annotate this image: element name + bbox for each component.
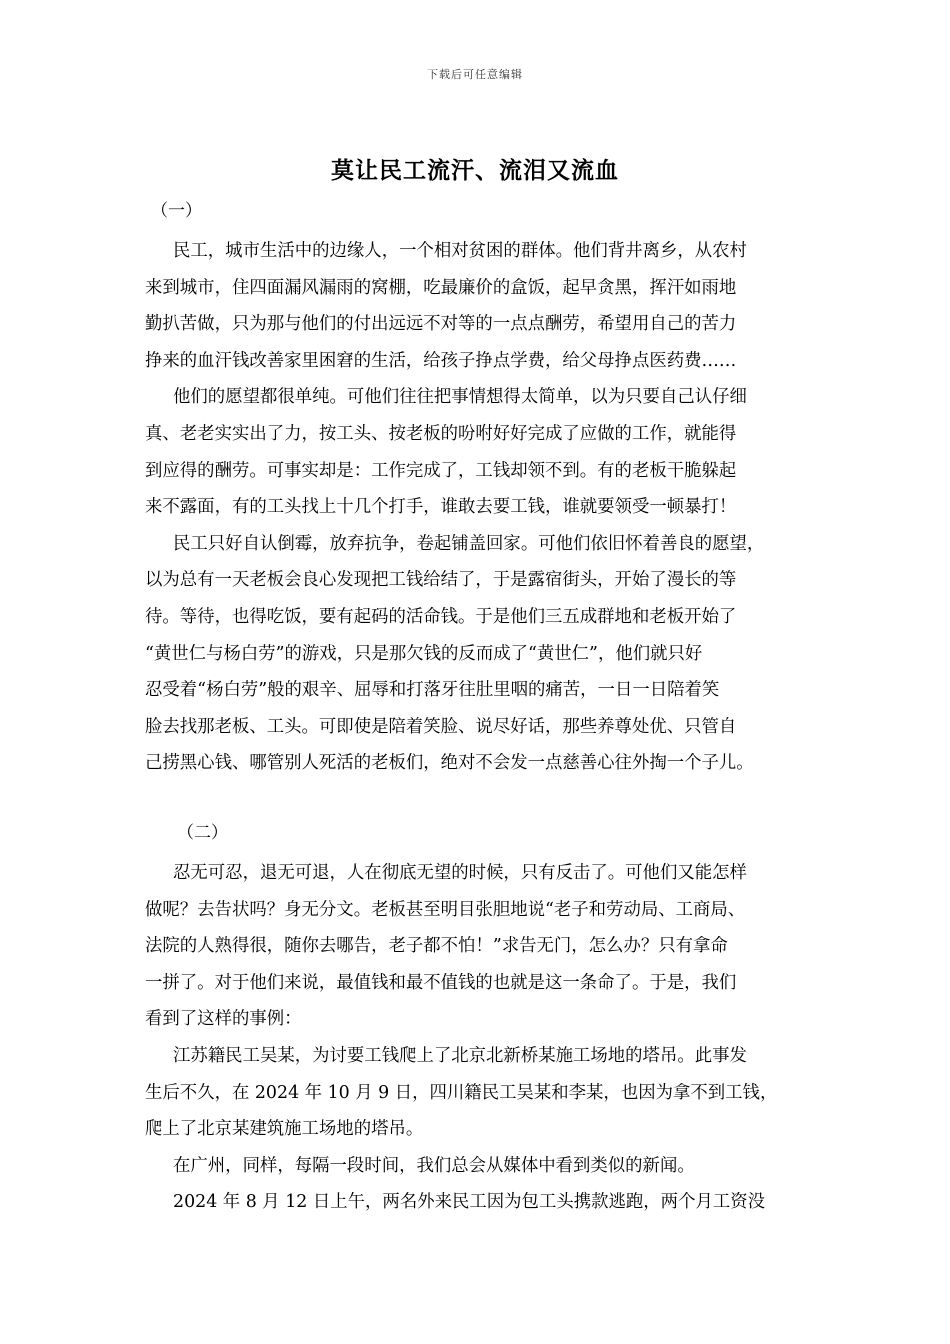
paragraph-line: 到应得的酬劳。可事实却是：工作完成了，工钱却领不到。有的老板干脆躲起: [145, 460, 737, 481]
paragraph-line: 来不露面，有的工头找上十几个打手，谁敢去要工钱，谁就要领受一顿暴打！: [145, 497, 737, 518]
section-one-label: （一）: [151, 201, 202, 221]
document-title: 莫让民工流汗、流泪又流血: [331, 157, 619, 184]
paragraph-line: “黄世仁与杨白劳”的游戏，只是那欠钱的反而成了“黄世仁”，他们就只好: [145, 643, 703, 664]
header-note: 下载后可任意编辑: [427, 68, 523, 81]
paragraph-line: 以为总有一天老板会良心发现把工钱给结了，于是露宿街头，开始了漫长的等: [145, 570, 737, 591]
paragraph-line: 爬上了北京某建筑施工场地的塔吊。: [145, 1119, 424, 1140]
paragraph-line: 脸去找那老板、工头。可即使是陪着笑脸、说尽好话，那些养尊处优、只管自: [145, 716, 737, 737]
paragraph-line: 民工，城市生活中的边缘人，一个相对贫困的群体。他们背井离乡，从农村: [173, 241, 747, 261]
paragraph-line: 一拼了。对于他们来说，最值钱和最不值钱的也就是这一条命了。于是，我们: [145, 972, 737, 993]
paragraph-line: 法院的人熟得很，随你去哪告，老子都不怕！”求告无门，怎么办？只有拿命: [145, 936, 728, 957]
paragraph-line: 真、老老实实出了力，按工头、按老板的吩咐好好完成了应做的工作，就能得: [145, 423, 737, 444]
paragraph-line: 挣来的血汗钱改善家里困窘的生活，给孩子挣点学费，给父母挣点医药费……: [145, 350, 737, 371]
section-two-label: （二）: [177, 823, 228, 843]
section-one: [145, 201, 825, 782]
paragraph-line: 江苏籍民工吴某，为讨要工钱爬上了北京北新桥某施工场地的塔吊。此事发: [173, 1045, 747, 1066]
paragraph-line: 待。等待，也得吃饭，要有起码的活命钱。于是他们三五成群地和老板开始了: [145, 606, 737, 627]
paragraph-line: 忍无可忍，退无可退，人在彻底无望的时候，只有反击了。可他们又能怎样: [173, 863, 747, 883]
paragraph-line: 2024 年 8 月 12 日上午，两名外来民工因为包工头携款逃跑，两个月工资没: [173, 1192, 766, 1213]
paragraph-line: 己捞黑心钱、哪管别人死活的老板们，绝对不会发一点慈善心往外掏一个子儿。: [145, 753, 754, 774]
paragraph-line: 勤扒苦做，只为那与他们的付出远远不对等的一点点酬劳，希望用自己的苦力: [145, 314, 737, 335]
paragraph-line: 他们的愿望都很单纯。可他们往往把事情想得太简单，以为只要自己认仔细: [173, 387, 747, 408]
paragraph-line: 生后不久，在 2024 年 10 月 9 日，四川籍民工吴某和李某，也因为拿不到工钱，: [145, 1082, 778, 1103]
paragraph-line: 忍受着“杨白劳”般的艰辛、屈辱和打落牙往肚里咽的痛苦，一日一日陪着笑: [145, 680, 720, 701]
paragraph-line: 民工只好自认倒霉，放弃抗争，卷起铺盖回家。可他们依旧怀着善良的愿望，: [173, 533, 765, 554]
paragraph-line: 做呢？去告状吗？身无分文。老板甚至明目张胆地说“老子和劳动局、工商局、: [145, 899, 746, 920]
section-two: [145, 823, 825, 1221]
paragraph-line: 在广州，同样，每隔一段时间，我们总会从媒体中看到类似的新闻。: [173, 1155, 695, 1176]
paragraph-line: 来到城市，住四面漏风漏雨的窝棚，吃最廉价的盒饭，起早贪黑，挥汗如雨地: [145, 277, 737, 298]
paragraph-line: 看到了这样的事例：: [145, 1009, 302, 1030]
